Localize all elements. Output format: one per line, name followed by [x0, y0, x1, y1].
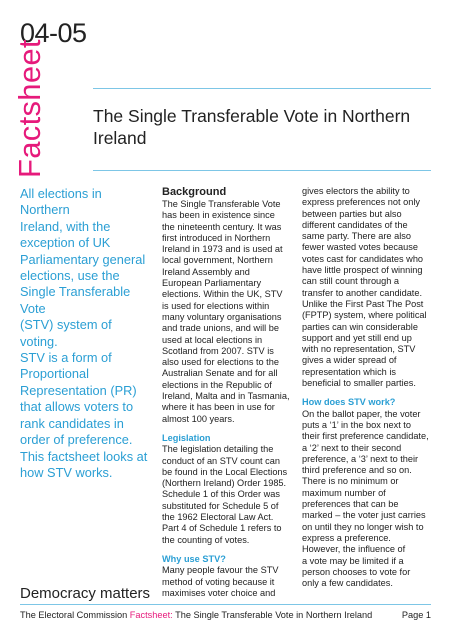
legislation-text: The legislation detailing the conduct of an STV count can be found in the Local Elections (Northern Ireland) Order 1985. Schedule 1 of this Order was substituted for Schedule 5 of the 1962 Electoral Law Act. Part 4 of Schedule 1 refers to the counting of votes. [162, 444, 288, 545]
why-text: Many people favour the STV method of voting because it maximises voter choice and [162, 565, 279, 598]
continued-text: gives electors the ability to express preferences not only between parties but also different candidates of the same party. There are also fewer wasted votes because votes cast for candidates who have little prospect of winning can still count through a transfer to another candidate. Unlike the First Past The Post (FPTP) system, where political parties can win considerable support and yet still end up with no representation, STV gives a wider spread of representation which is beneficial to smaller parties. [302, 186, 427, 389]
background-text: The Single Transferable Vote has been in existence since the nineteenth century. It was first introduced in Northern Ireland in 1973 and is used at local government, Northern Ireland Assembly and European Parliamentary elections. Within the UK, STV is used for elections within many voluntary organisations and trade unions, and will be used at local elections in Scotland from 2007. STV is also used for elections to the Australian Senate and for all elections in the Republic of Ireland, Malta and in Tasmania, where it has been in use for almost 100 years. [162, 199, 290, 424]
how-text: On the ballot paper, the voter puts a ‘1’ in the box next to their first preference candidate, a ‘2’ next to their second preference, a ‘3’ next to their third preference and so on. There is no minimum or maximum number of preferences that can be marked – the voter just carries on until they no longer wish to express a preference. However, the influence of a vote may be limited if a person chooses to vote for only a few candidates. [302, 408, 429, 589]
background-heading: Background [162, 186, 227, 198]
footer-label: Factsheet: [129, 610, 173, 620]
column-2 [302, 186, 430, 589]
footer-rule [20, 604, 431, 605]
why-heading: Why use STV? [162, 553, 226, 564]
title-rule [93, 170, 431, 171]
doc-number: 04-05 [20, 18, 87, 48]
factsheet-vertical-label: Factsheet [12, 39, 47, 178]
footer-org: The Electoral Commission [20, 610, 128, 620]
document-title: The Single Transferable Vote in Northern Ireland [93, 106, 411, 148]
page-number: Page 1 [401, 610, 431, 620]
democracy-matters-tagline: Democracy matters [20, 585, 151, 602]
legislation-heading: Legislation [162, 432, 211, 443]
intro-text: All elections in Northern Ireland, with the exception of UK Parliamentary general elections, use the Single Transferable Vote (STV) system of voting. STV is a form of Proportional Representation (PR) that allows voters to rank candidates in order of preference. This factsheet looks at how STV works. [20, 186, 148, 480]
how-heading: How does STV work? [302, 397, 396, 408]
footer-line [20, 610, 431, 620]
top-rule [93, 88, 431, 89]
footer-title: The Single Transferable Vote in Northern Ireland [175, 610, 373, 620]
column-1 [162, 186, 290, 599]
